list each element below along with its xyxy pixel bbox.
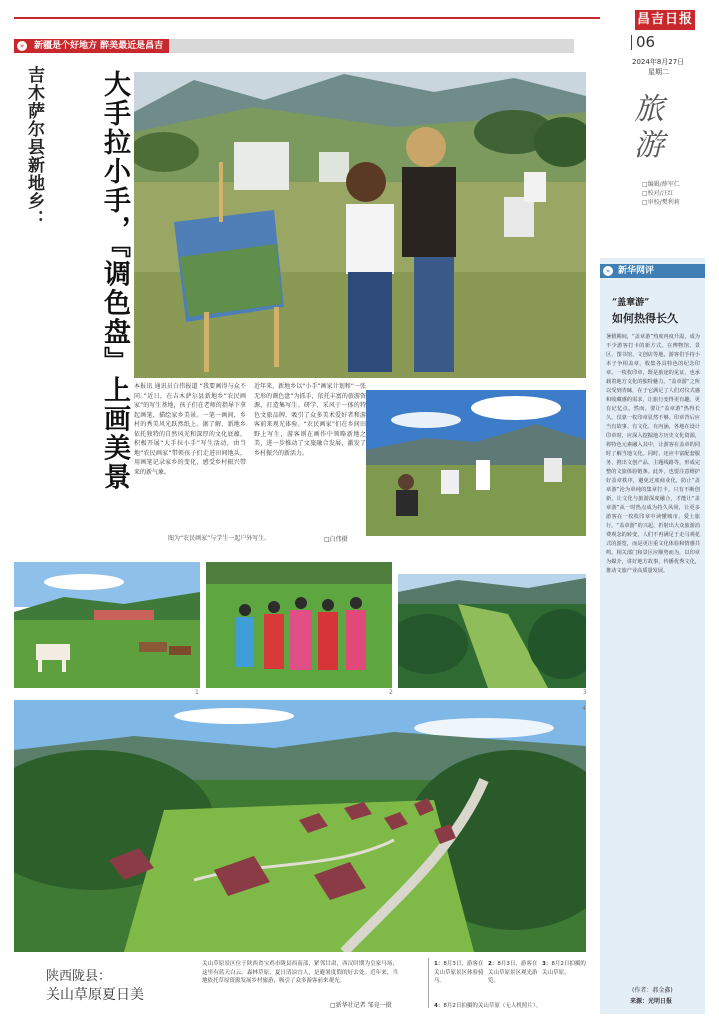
caption-text: 8月3日，游客在关山草原景区体验骑马。 <box>434 961 484 984</box>
article-kicker: 吉木萨尔县新地乡： <box>24 66 44 228</box>
caption-number: 2： <box>488 961 498 967</box>
editor-line: □审校/樊利莉 <box>642 199 680 206</box>
editor-line: □编辑/薛军仁 <box>642 181 680 188</box>
dancers-photo <box>206 562 392 688</box>
commentary-body: 暑假期间，“盖章游”热度再度升温，成为不少游客打卡的新方式。在博物馆、景区、图书馆、文创店等地，游客们手持小本子争相盖章，收集各具特色的纪念印章。一枚枚印章，既是旅途的见证，也承载着地方文化的独特魅力。“盖章游”之所以受到青睐，在于它满足了人们对仪式感和收藏感的需求，让旅行变得更有趣、更有记忆点。然而，要让“盖章游”热得长久，仅靠一枚印章显然不够。印章背后应当有故事、有文化、有内涵，各地在设计印章时，应深入挖掘地方历史文化资源，将特色元素融入其中，让游客在盖章的同时了解当地文化。同时，还应丰富配套服务，推出文创产品、主题线路等，形成完整的文旅体验链条。此外，也要注意维护好盖章秩序，避免过度商业化，防止“盖章游”沦为单纯的集章打卡。只有不断创新，让文化与旅游深度融合，才能让“盖章游”从一时热点成为持久风尚，让更多游客在一枚枚印章中读懂城市、爱上旅行。“盖章游”的兴起，折射出大众旅游消费观念的转变，人们不再满足于走马观花式的游览，而是更注重文化体验和情感共鸣。相关部门和景区应顺势而为，以印章为媒介，讲好地方故事，传播优秀文化，推动文旅产业高质量发展。 <box>606 334 700 574</box>
article-headline: 大手拉小手，『调色盘』上画美景 <box>99 70 130 492</box>
caption-number: 3： <box>542 961 552 967</box>
photo-number: 1 <box>195 689 199 696</box>
photo-caption-2 <box>488 960 538 986</box>
commentary-title-line1: “盖章游” <box>612 298 650 308</box>
aerial-grassland-photo <box>14 700 586 952</box>
article-caption: 图为“农民画家”与学生一起户外写生。 <box>168 535 271 542</box>
grassland-valley-photo <box>398 574 586 688</box>
photo-number: 4 <box>582 705 586 712</box>
top-rule <box>14 17 600 19</box>
photo-caption-4 <box>434 1002 594 1011</box>
commentary-author: (作者：郝金鑫) <box>632 987 673 994</box>
outdoor-painting-photo <box>366 390 586 536</box>
horse-riding-photo <box>14 562 200 688</box>
article-body-right: 近年来，新地乡以“小手”画家计划和“一张无形的调色盘”为抓手，依托丰富的旅游资源，打造集写生、研学、采风于一体的特色文旅品牌，吸引了众多美术爱好者和游客前来观光体验。“农民画家”们在乡间田野上写生，游客则在画作中领略新地之美，进一步推动了文旅融合发展，激发了乡村振兴的新活力。 <box>254 383 366 457</box>
photo-number: 2 <box>389 689 393 696</box>
caption-text: 8月3日，游客在关山草原景区观光游览。 <box>488 961 538 984</box>
bottom-headline <box>46 968 144 1004</box>
commentary-title-line2: 如何热得长久 <box>612 312 678 325</box>
double-chevron-icon: » <box>17 41 27 51</box>
column-divider <box>428 958 429 1008</box>
caption-number: 1： <box>434 961 444 967</box>
banner-tag: 新疆是个好地方 醉美最近是昌吉 <box>14 39 169 53</box>
article-body-left: 本报讯 通讯员白伟报道 “我要画得与众不同。”近日，在吉木萨尔县新地乡“农民画家”的写生基地，孩子们在老师的指导下拿起画笔，描绘家乡美景。一笔一画间，乡村的秀美风光跃然纸上。据了解，新地乡依托独特的自然风光和深厚的文化底蕴，积极开展“大手拉小手”写生活动，由当地“农民画家”带领孩子们走进田间地头，用画笔记录家乡的变化，感受乡村振兴带来的新气象。 <box>134 383 246 476</box>
photo-caption-3 <box>542 960 588 977</box>
main-photo <box>134 72 586 378</box>
newspaper-logo: 昌吉日报 <box>635 10 695 30</box>
caption-text: 8月2日拍摄的关山草原（无人机照片）。 <box>443 1003 542 1009</box>
issue-date: 2024年8月27日 <box>632 58 685 66</box>
bottom-credit: □新华社记者 邹竟一摄 <box>330 1002 392 1009</box>
page-number: 06 <box>636 33 656 51</box>
issue-weekday: 星期二 <box>648 68 669 76</box>
article-credit: □白伟摄 <box>324 536 348 543</box>
caption-text: 8月2日拍摄的关山草原。 <box>542 961 586 976</box>
bottom-headline-line2: 关山草原夏日美 <box>46 987 144 1003</box>
section-title: 旅游 <box>634 92 664 163</box>
photo-number: 3 <box>583 689 587 696</box>
bottom-headline-line1: 陕西陇县： <box>46 969 112 984</box>
editor-line: □校对/汪红 <box>642 190 674 197</box>
double-chevron-icon: » <box>603 266 613 276</box>
caption-number: 4： <box>434 1003 444 1009</box>
commentary-tag: 新华网评 <box>600 264 705 278</box>
bottom-body: 关山草原景区位于陕西省宝鸡市陇县西南部，紧邻甘肃，西汉时期为皇家马场，这里有蓝天白云、森林草原，夏日清凉宜人，是避暑度假的好去处。近年来，当地依托草原资源发展乡村旅游，吸引了众多游客前来观光。 <box>202 961 398 984</box>
editor-list <box>642 180 680 207</box>
photo-caption-1 <box>434 960 484 986</box>
commentary-source: 来源：光明日报 <box>630 998 673 1005</box>
